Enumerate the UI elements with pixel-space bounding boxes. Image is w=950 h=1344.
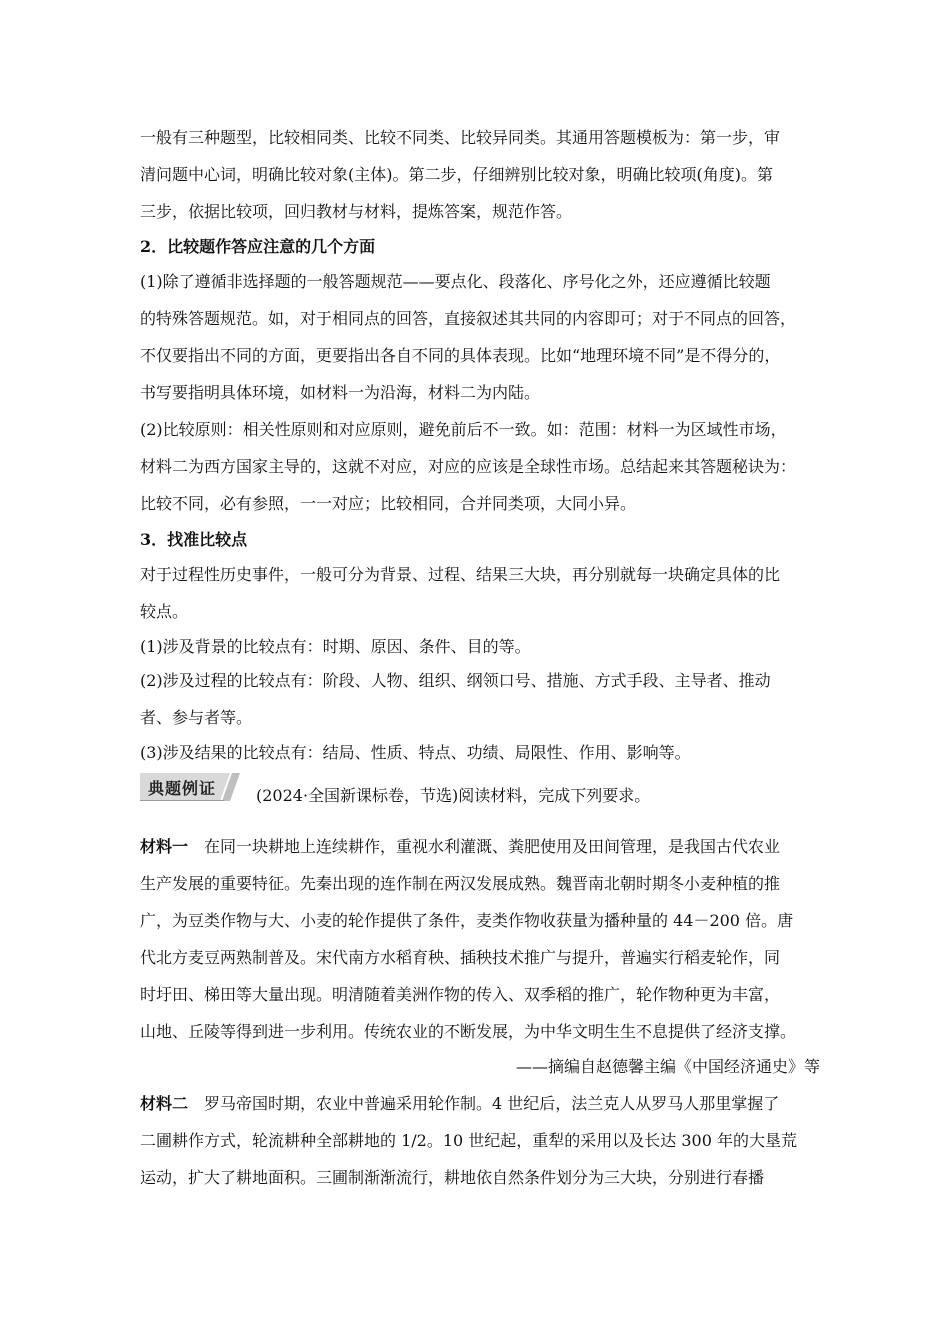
paragraph-line: 一般有三种题型，比较相同类、比较不同类、比较异同类。其通用答题模板为：第一步，审 [140,128,781,147]
list-item: (1)涉及背景的比较点有：时期、原因、条件、目的等。 [140,637,531,656]
material-line: 运动，扩大了耕地面积。三圃制渐渐流行，耕地依自然条件划分为三大块，分别进行春播 [140,1168,765,1187]
material-line: 广，为豆类作物与大、小麦的轮作提供了条件，麦类作物收获量为播种量的 44－200 倍。唐 [140,911,794,930]
list-item: 者、参与者等。 [140,708,253,727]
material-line: 生产发展的重要特征。先秦出现的连作制在两汉发展成熟。魏晋南北朝时期冬小麦种植的推 [140,874,781,893]
material-label: 材料一 [140,837,189,856]
material-two-first-line [140,1094,820,1114]
list-item: (3)涉及结果的比较点有：结局、性质、特点、功绩、局限性、作用、影响等。 [140,743,691,762]
paragraph-line: 对于过程性历史事件，一般可分为背景、过程、结果三大块，再分别就每一块确定具体的比 [140,565,781,584]
example-badge [140,773,240,801]
paragraph-line: (2)比较原则：相关性原则和对应原则，避免前后不一致。如：范围：材料一为区域性市场， [140,420,787,439]
material-line: 二圃耕作方式，轮流耕种全部耕地的 1/2。10 世纪起，重犁的采用以及长达 300 年的大垦荒 [140,1131,797,1150]
material-line: 代北方麦豆两熟制普及。宋代南方水稻育秧、插秧技术推广与提升，普遍实行稻麦轮作，同 [140,948,781,967]
paragraph-line: 比较不同，必有参照，一一对应；比较相同，合并同类项，大同小异。 [140,494,637,513]
section-heading: 2．比较题作答应注意的几个方面 [140,237,376,256]
paragraph-line: 书写要指明具体环境，如材料一为沿海，材料二为内陆。 [140,383,541,402]
material-line: 山地、丘陵等得到进一步利用。传统农业的不断发展，为中华文明生生不息提供了经济支撑。 [140,1022,797,1041]
paragraph-line: 不仅要指出不同的方面，更要指出各自不同的具体表现。比如“地理环境不同”是不得分的， [140,346,781,365]
section-heading: 3．找准比较点 [140,530,248,549]
example-source: (2024·全国新课标卷，节选)阅读材料，完成下列要求。 [256,786,651,805]
material-text: 罗马帝国时期，农业中普遍采用轮作制。4 世纪后，法兰克人从罗马人那里掌握了 [204,1094,780,1113]
material-line: 时圩田、梯田等大量出现。明清随着美洲作物的传入、双季稻的推广，轮作物种更为丰富， [140,985,781,1004]
citation: ——摘编自赵德馨主编《中国经济通史》等 [515,1057,820,1076]
paragraph-line: 材料二为西方国家主导的，这就不对应，对应的应该是全球性市场。总结起来其答题秘诀为： [140,457,797,476]
material-text: 在同一块耕地上连续耕作，重视水利灌溉、粪肥使用及田间管理，是我国古代农业 [204,837,781,856]
paragraph-line: 较点。 [140,602,189,621]
material-one-first-line [140,837,820,857]
badge-label: 典题例证 [148,779,217,798]
paragraph-line: 三步，依据比较项，回归教材与材料，提炼答案，规范作答。 [140,202,573,221]
list-item: (2)涉及过程的比较点有：阶段、人物、组织、纲领口号、措施、方式手段、主导者、推动 [140,671,771,690]
paragraph-line: (1)除了遵循非选择题的一般答题规范——要点化、段落化、序号化之外，还应遵循比较题 [140,272,771,291]
paragraph-line: 的特殊答题规范。如，对于相同点的回答，直接叙述其共同的内容即可；对于不同点的回答， [140,309,797,328]
paragraph-line: 清问题中心词，明确比较对象(主体)。第二步，仔细辨别比较对象，明确比较项(角度)。第 [140,165,773,184]
material-label: 材料二 [140,1094,189,1113]
